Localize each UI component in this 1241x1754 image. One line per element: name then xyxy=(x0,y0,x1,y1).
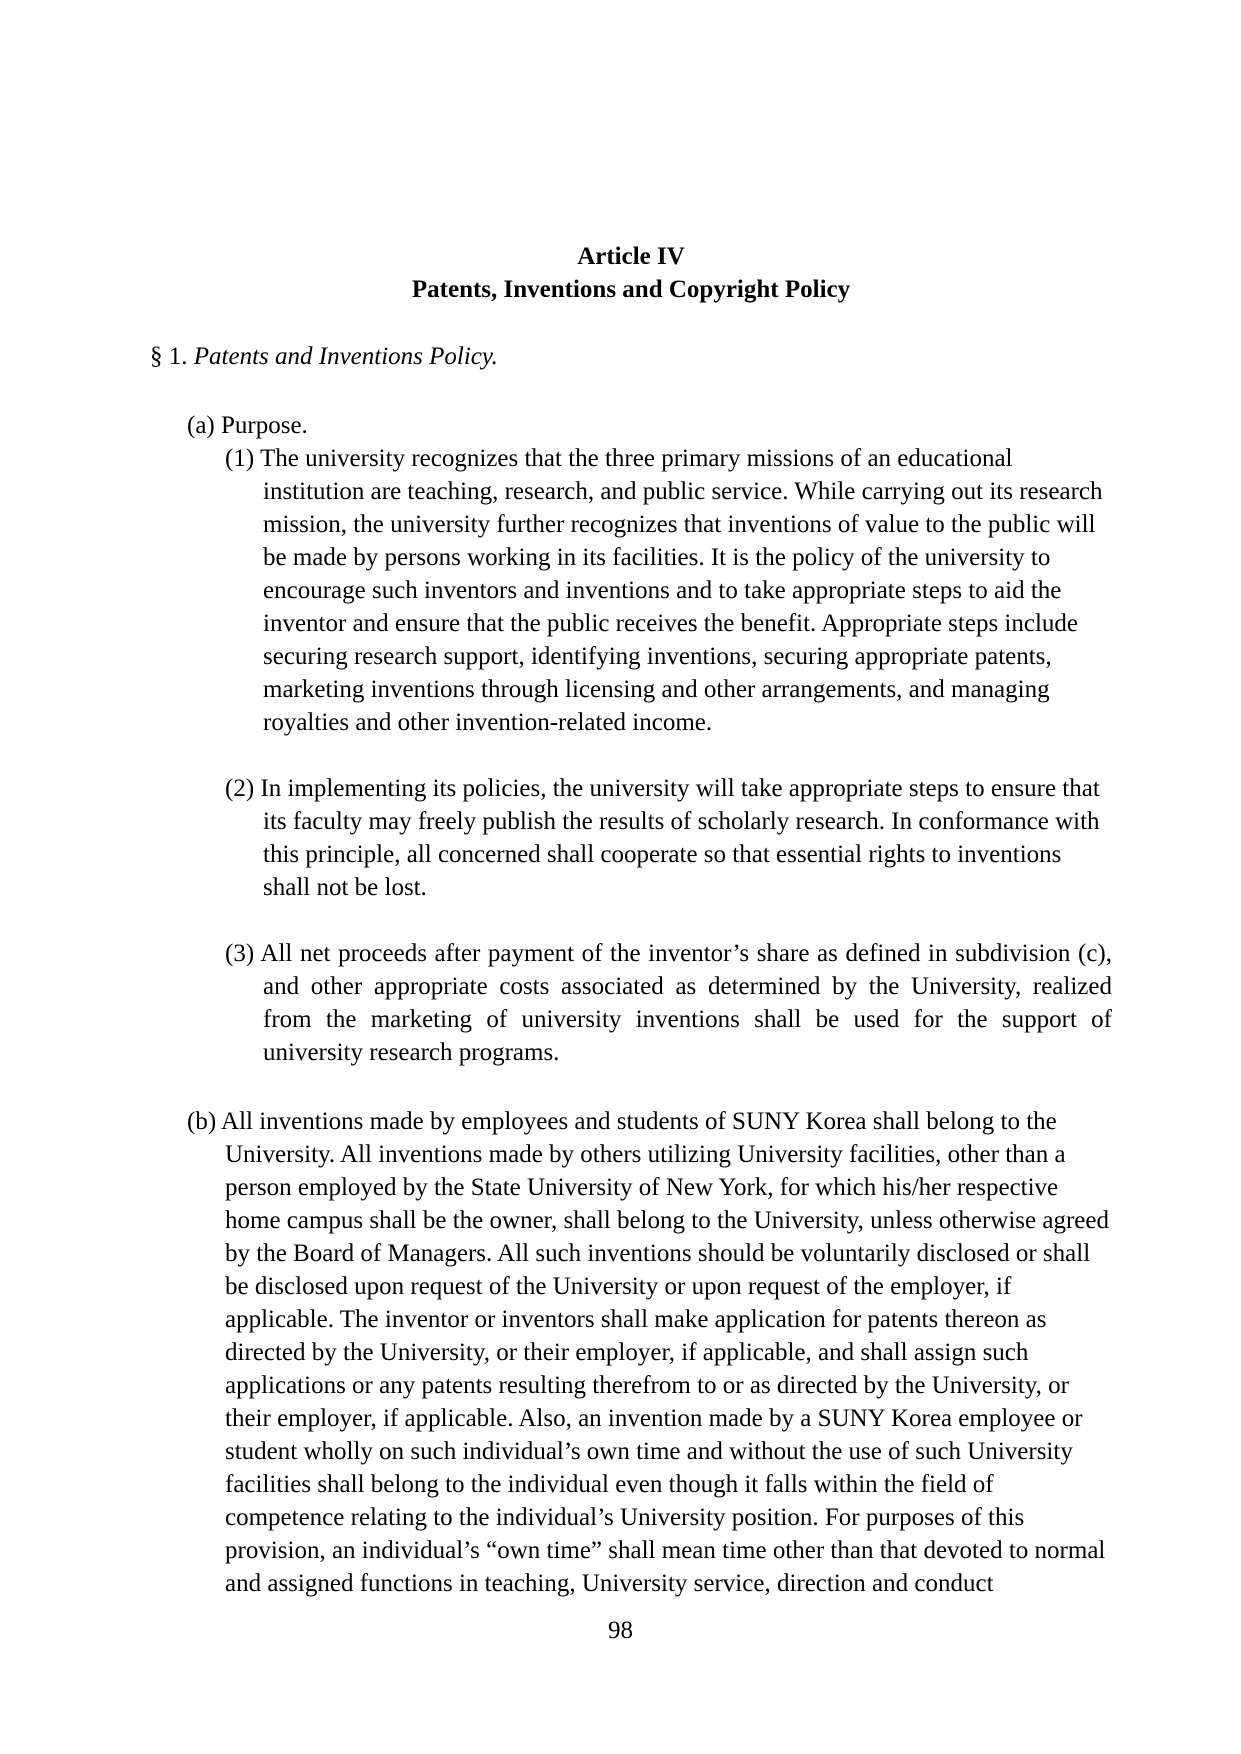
clause-a xyxy=(150,409,1112,442)
purpose-item-2 xyxy=(150,772,1112,904)
purpose-item-1-label: (1) xyxy=(225,445,255,472)
clause-b xyxy=(150,1105,1112,1600)
clause-a-text: Purpose. xyxy=(221,412,308,439)
purpose-item-1-text: The university recognizes that the three primary missions of an educational institution are teaching, research, and public service. While carrying out its research mission, the university further recognizes that inventions of value to the public will be made by persons working in its facilities. It is the policy of the university to encourage such inventors and inventions and to take appropriate steps to aid the inventor and ensure that the public receives the benefit. Appropriate steps include securing research support, identifying inventions, securing appropriate patents, marketing inventions through licensing and other arrangements, and managing royalties and other invention-related income. xyxy=(259,445,1103,736)
section-title: Patents and Inventions Policy. xyxy=(193,343,498,370)
purpose-item-2-label: (2) xyxy=(225,775,255,802)
purpose-item-2-text: In implementing its policies, the university will take appropriate steps to ensure that its faculty may freely publish the results of scholarly research. In conformance with this principle, all concerned shall cooperate so that essential rights to inventions shall not be lost. xyxy=(260,775,1100,901)
article-subtitle: Patents, Inventions and Copyright Policy xyxy=(411,276,851,303)
purpose-item-3-label: (3) xyxy=(225,940,255,967)
page-content xyxy=(150,240,1112,1600)
article-title: Article IV xyxy=(577,243,685,270)
page-number: 98 xyxy=(608,1617,633,1644)
article-heading xyxy=(150,240,1112,306)
clause-b-text: All inventions made by employees and students of SUNY Korea shall belong to the University. All inventions made by others utilizing University facilities, other than a person employed by the State University of New York, for which his/her respective home campus shall be the owner, shall belong to the University, unless otherwise agreed by the Board of Managers. All such inventions should be voluntarily disclosed or shall be disclosed upon request of the University or upon request of the employer, if applicable. The inventor or inventors shall make application for patents thereon as directed by the University, or their employer, if applicable, and shall assign such applications or any patents resulting therefrom to or as directed by the University, or their employer, if applicable. Also, an invention made by a SUNY Korea employee or student wholly on such individual’s own time and without the use of such University facilities shall belong to the individual even though it falls within the field of competence relating to the individual’s University position. For purposes of this provision, an individual’s “own time” shall mean time other than that devoted to normal and assigned functions in teaching, University service, direction and conduct xyxy=(221,1108,1109,1597)
purpose-item-3 xyxy=(150,937,1112,1069)
section-heading xyxy=(150,340,1112,373)
section-number: § 1. xyxy=(150,343,188,370)
purpose-item-3-text: All net proceeds after payment of the inventor’s share as defined in subdivision (c), and other appropriate costs associated as determined by the University, realized from the marketing of university inventions shall be used for the support of university research programs. xyxy=(260,940,1112,1066)
page-footer xyxy=(0,1614,1241,1647)
purpose-item-1 xyxy=(150,442,1112,739)
clause-a-label: (a) xyxy=(187,412,215,439)
clause-b-label: (b) xyxy=(187,1108,217,1135)
